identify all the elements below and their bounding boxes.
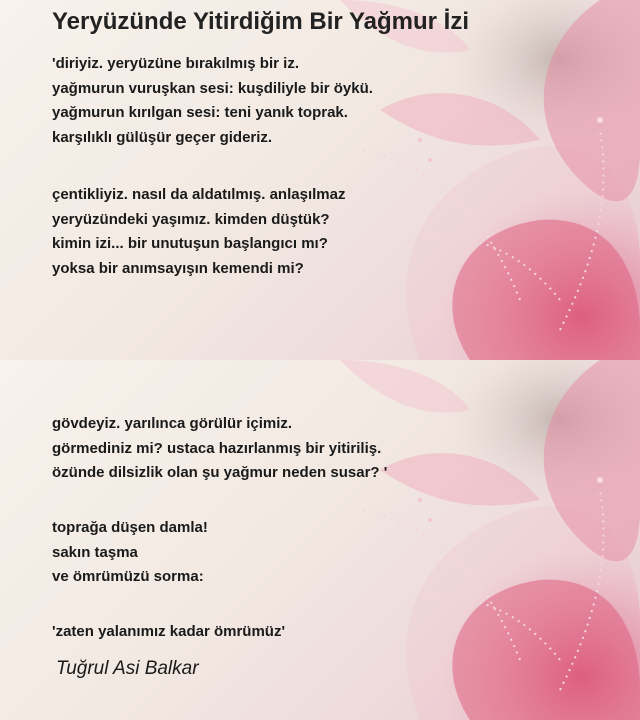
poem-line: gövdeyiz. yarılınca görülür içimiz. (52, 415, 293, 432)
stanza-2 (52, 183, 345, 281)
poem-line: karşılıklı gülüşür geçer gideriz. (52, 128, 273, 146)
poem-line: ve ömrümüzü sorma: (52, 568, 204, 585)
poem-line: çentikliyiz. nasıl da aldatılmış. anlaşılmaz (52, 186, 346, 203)
poem-title: Yeryüzünde Yitirdiğim Bir Yağmur İzi (52, 8, 469, 35)
stanza-3 (52, 412, 387, 486)
poem-line: yağmurun kırılgan sesi: teni yanık toprak. (52, 104, 348, 121)
poem-line: yoksa bir anımsayışın kemendi mi? (52, 259, 304, 277)
poem-line: yağmurun vuruşkan sesi: kuşdiliyle bir öykü. (52, 79, 373, 97)
stanza-4 (52, 516, 208, 590)
poem-line: kimin izi... bir unutuşun başlangıcı mı? (52, 235, 328, 252)
poem-line: özünde dilsizlik olan şu yağmur neden susar? ' (52, 464, 388, 481)
poem-line: 'diriyiz. yeryüzüne bırakılmış bir iz. (52, 55, 299, 72)
stanza-1 (52, 52, 373, 150)
poem-line: görmediniz mi? ustaca hazırlanmış bir yitiriliş. (52, 439, 382, 457)
stanza-5 (52, 620, 285, 645)
poem-line: sakın taşma (52, 543, 138, 561)
poem-line: toprağa düşen damla! (52, 519, 208, 536)
poem-line: 'zaten yalanımız kadar ömrümüz' (52, 623, 286, 640)
poem-author: Tuğrul Asi Balkar (56, 658, 199, 679)
poem-line: yeryüzündeki yaşımız. kimden düştük? (52, 210, 330, 228)
